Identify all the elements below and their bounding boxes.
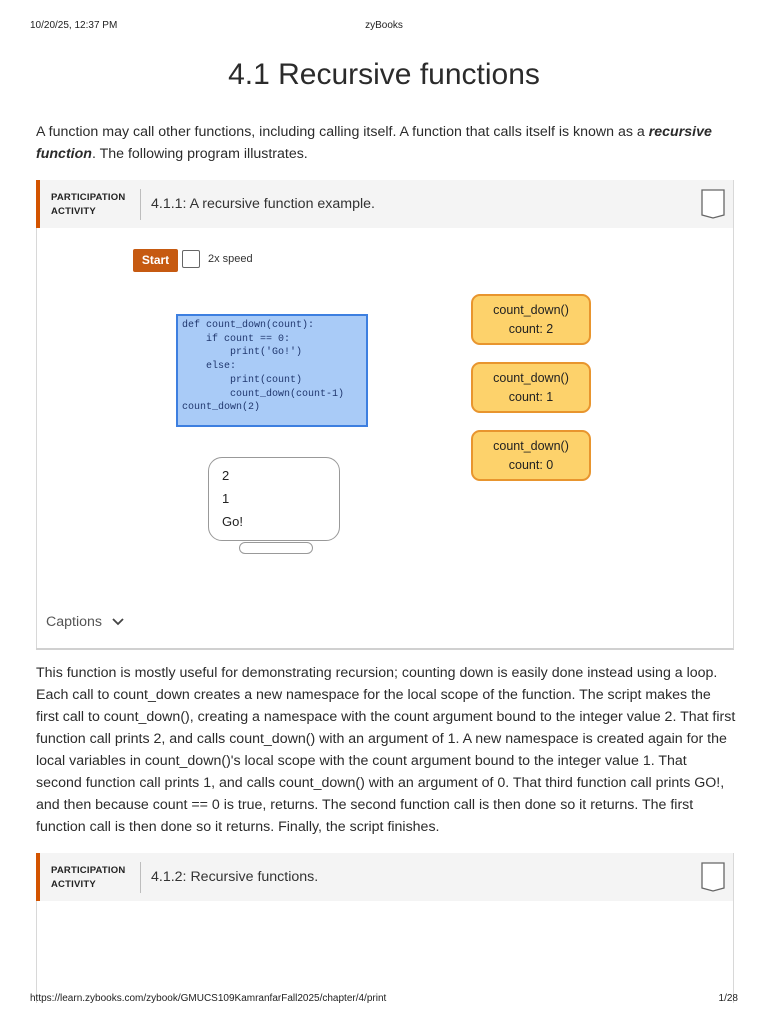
activity-type-line1: PARTICIPATION bbox=[51, 865, 126, 876]
captions-label: Captions bbox=[46, 614, 102, 630]
console-line: Go! bbox=[222, 514, 243, 529]
activity-type-label bbox=[51, 191, 125, 219]
frame-variable: count: 2 bbox=[508, 322, 554, 336]
bookmark-icon[interactable] bbox=[701, 189, 725, 219]
print-datetime: 10/20/25, 12:37 PM bbox=[30, 20, 118, 31]
speed-label: 2x speed bbox=[208, 253, 253, 265]
activity-type-line2: ACTIVITY bbox=[51, 206, 96, 217]
namespace-frame bbox=[471, 430, 591, 481]
bookmark-icon[interactable] bbox=[701, 862, 725, 892]
code-line: else: bbox=[182, 361, 237, 373]
participation-activity-2 bbox=[36, 853, 734, 1003]
code-line: def count_down(count): bbox=[182, 320, 315, 331]
activity-title: 4.1.1: A recursive function example. bbox=[151, 196, 375, 212]
namespace-frame bbox=[471, 294, 591, 345]
console-line: 2 bbox=[222, 468, 230, 483]
print-url: https://learn.zybooks.com/zybook/GMUCS109KamranfarFall2025/chapter/4/print bbox=[30, 993, 387, 1004]
chevron-down-icon bbox=[112, 618, 124, 626]
code-line: print('Go!') bbox=[182, 347, 303, 359]
captions-toggle[interactable] bbox=[46, 614, 124, 630]
recursive-function-term: recursive function bbox=[36, 124, 712, 162]
console-stand bbox=[239, 542, 313, 554]
activity-title: 4.1.2: Recursive functions. bbox=[151, 869, 319, 885]
header-divider bbox=[140, 189, 141, 220]
intro-paragraph bbox=[36, 121, 736, 165]
namespace-frame bbox=[471, 362, 591, 413]
console-line: 1 bbox=[222, 491, 230, 506]
code-line: if count == 0: bbox=[182, 333, 291, 345]
page-number: 1/28 bbox=[718, 993, 738, 1004]
header-divider bbox=[140, 862, 141, 893]
frame-variable: count: 1 bbox=[508, 390, 554, 404]
activity-header bbox=[36, 180, 733, 228]
activity-header bbox=[36, 853, 733, 901]
page-title: 4.1 Recursive functions bbox=[228, 58, 540, 91]
code-box bbox=[176, 314, 368, 427]
print-site-name: zyBooks bbox=[365, 20, 403, 31]
frame-function-name: count_down() bbox=[493, 439, 569, 453]
frame-function-name: count_down() bbox=[493, 371, 569, 385]
activity-type-line2: ACTIVITY bbox=[51, 879, 96, 890]
console-output bbox=[208, 457, 340, 541]
frame-function-name: count_down() bbox=[493, 303, 569, 317]
start-button[interactable]: Start bbox=[133, 249, 178, 272]
activity-content bbox=[36, 901, 733, 1003]
code-line: print(count) bbox=[182, 374, 303, 386]
intro-text-start: A function may call other functions, including calling itself. A function that calls itself is known as a bbox=[36, 124, 649, 140]
intro-text-end: . The following program illustrates. bbox=[91, 146, 308, 162]
speed-checkbox[interactable] bbox=[182, 250, 200, 268]
activity-type-line1: PARTICIPATION bbox=[51, 192, 126, 203]
animation-area bbox=[36, 228, 733, 648]
activity-type-label bbox=[51, 864, 125, 892]
frame-variable: count: 0 bbox=[508, 458, 554, 472]
participation-activity-1 bbox=[36, 180, 734, 650]
explanation-paragraph: This function is mostly useful for demonstrating recursion; counting down is easily done instead using a loop. Each call to count_down creates a new namespace for the local scope of the function. The script makes the first call to count_down(), creating a namespace with the count argument bound to the integer value 2. That first function call prints 2, and calls count_down() with an argument of 1. A new namespace is created again for the local variables in count_down()'s local scope with the count argument bound to the integer value 1. That second function call prints 1, and calls count_down() with an argument of 0. That third function call prints GO!, and then because count == 0 is true, returns. The second function call is then done so it returns. The first function call is then done so it returns. Finally, the script finishes. bbox=[36, 665, 736, 835]
code-line: count_down(2) bbox=[182, 402, 261, 414]
code-line: count_down(count-1) bbox=[182, 388, 345, 400]
